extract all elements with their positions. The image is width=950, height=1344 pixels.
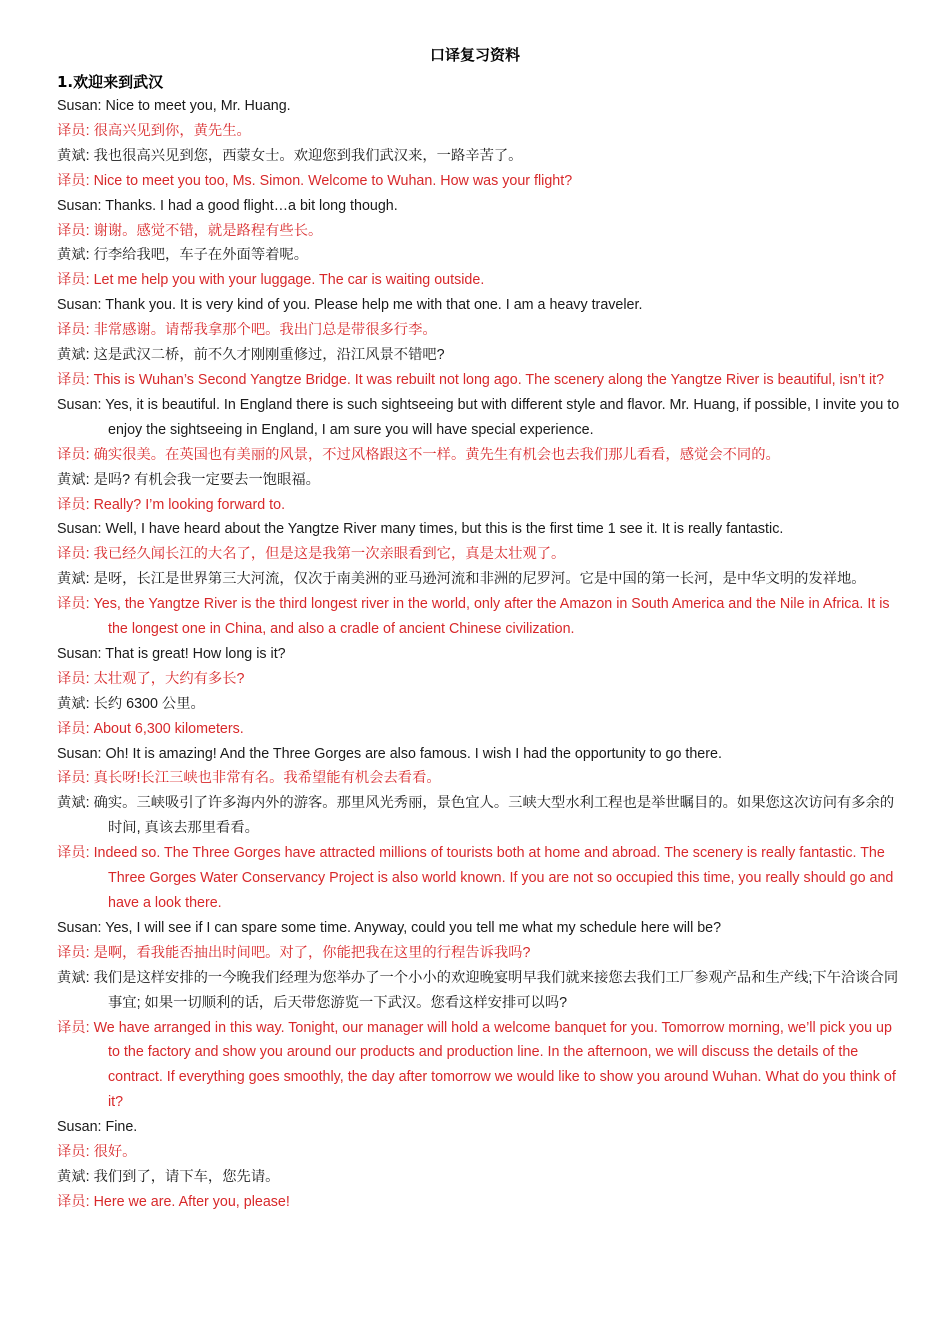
line-text: 这是武汉二桥，前不久才刚刚重修过，沿江风景不错吧? bbox=[93, 347, 445, 364]
speaker-label: 黄斌: bbox=[57, 795, 90, 812]
line-text: That is great! How long is it? bbox=[105, 645, 286, 662]
dialogue-list bbox=[57, 94, 907, 1215]
line-text: 是吗? 有机会我一定要去一饱眼福。 bbox=[93, 471, 320, 488]
speaker-label: Susan: bbox=[57, 521, 102, 538]
line-text: 太壮观了，大约有多长? bbox=[93, 670, 245, 687]
speaker-label: 译员: bbox=[57, 1019, 90, 1036]
dialogue-line bbox=[57, 916, 907, 941]
line-text: 是啊，看我能否抽出时间吧。对了，你能把我在这里的行程告诉我吗? bbox=[93, 944, 531, 961]
dialogue-line bbox=[57, 791, 907, 841]
dialogue-line bbox=[57, 966, 907, 1016]
dialogue-line bbox=[57, 1115, 907, 1140]
dialogue-line bbox=[57, 219, 907, 244]
line-text: Yes, I will see if I can spare some time. Anyway, could you tell me what my schedule here will be? bbox=[105, 919, 722, 936]
dialogue-line bbox=[57, 766, 907, 791]
dialogue-line bbox=[57, 194, 907, 219]
line-text: 长约 6300 公里。 bbox=[93, 695, 205, 712]
line-text: Nice to meet you, Mr. Huang. bbox=[105, 98, 291, 114]
dialogue-line bbox=[57, 1016, 907, 1116]
line-text: About 6,300 kilometers. bbox=[93, 720, 244, 737]
line-text: Nice to meet you too, Ms. Simon. Welcome to Wuhan. How was your flight? bbox=[93, 172, 573, 189]
line-text: Well, I have heard about the Yangtze River many times, but this is the first time 1 see it. It is really fantastic. bbox=[105, 521, 784, 538]
dialogue-line bbox=[57, 94, 907, 119]
speaker-label: 黄斌: bbox=[57, 347, 90, 364]
line-text: 是呀，长江是世界第三大河流，仅次于南美洲的亚马逊河流和非洲的尼罗河。它是中国的第一长河，是中华文明的发祥地。 bbox=[93, 571, 866, 588]
line-text: 真长呀!长江三峡也非常有名。我希望能有机会去看看。 bbox=[93, 770, 441, 787]
speaker-label: Susan: bbox=[57, 197, 102, 214]
speaker-label: 译员: bbox=[57, 670, 90, 687]
line-text: Here we are. After you, please! bbox=[93, 1193, 290, 1210]
speaker-label: 黄斌: bbox=[57, 695, 90, 712]
speaker-label: 黄斌: bbox=[57, 147, 90, 164]
speaker-label: 译员: bbox=[57, 446, 90, 463]
speaker-label: 译员: bbox=[57, 720, 90, 737]
dialogue-line bbox=[57, 443, 907, 468]
dialogue-line bbox=[57, 144, 907, 169]
speaker-label: 译员: bbox=[57, 596, 90, 613]
line-text: 非常感谢。请帮我拿那个吧。我出门总是带很多行李。 bbox=[93, 322, 437, 339]
line-text: 行李给我吧，车子在外面等着呢。 bbox=[93, 247, 309, 264]
dialogue-line bbox=[57, 293, 907, 318]
speaker-label: 译员: bbox=[57, 546, 90, 563]
line-text: Thanks. I had a good flight…a bit long though. bbox=[105, 197, 398, 214]
speaker-label: 译员: bbox=[57, 1144, 90, 1161]
line-text: Really? I’m looking forward to. bbox=[93, 496, 286, 513]
dialogue-line bbox=[57, 542, 907, 567]
speaker-label: 译员: bbox=[57, 770, 90, 787]
dialogue-line bbox=[57, 1165, 907, 1190]
speaker-label: 译员: bbox=[57, 371, 90, 388]
speaker-label: 译员: bbox=[57, 172, 90, 189]
speaker-label: Susan: bbox=[57, 919, 102, 936]
section-heading: 1.欢迎来到武汉 bbox=[57, 73, 164, 91]
dialogue-line bbox=[57, 841, 907, 916]
line-text: Fine. bbox=[105, 1119, 138, 1136]
dialogue-line bbox=[57, 941, 907, 966]
line-text: This is Wuhan’s Second Yangtze Bridge. It was rebuilt not long ago. The scenery along the Yangtze River is beautiful, isn’t it? bbox=[93, 371, 885, 388]
line-text: 很高兴见到你，黄先生。 bbox=[93, 122, 251, 139]
speaker-label: 黄斌: bbox=[57, 247, 90, 264]
line-text: Yes, it is beautiful. In England there is such sightseeing but with different style and flavor. Mr. Huang, if possible, I invite you to enjoy the sightseeing in England, I am sure you will have special experience. bbox=[105, 396, 900, 438]
page-title: 口译复习资料 bbox=[429, 46, 520, 64]
line-text: Yes, the Yangtze River is the third longest river in the world, only after the Amazon in South America and the Nile in Africa. It is the longest one in China, and also a cradle of ancient Chinese civilization. bbox=[93, 596, 890, 638]
speaker-label: 译员: bbox=[57, 122, 90, 139]
dialogue-line bbox=[57, 243, 907, 268]
line-text: 我已经久闻长江的大名了，但是这是我第一次亲眼看到它，真是太壮观了。 bbox=[93, 546, 566, 563]
dialogue-line bbox=[57, 742, 907, 767]
speaker-label: Susan: bbox=[57, 645, 102, 662]
line-text: Indeed so. The Three Gorges have attracted millions of tourists both at home and abroad. The scenery is really fantastic. The Three Gorges Water Conservancy Project is also world known. If you are not so occupied this time, you really should go and have a look there. bbox=[93, 845, 894, 911]
line-text: 我也很高兴见到您，西蒙女士。欢迎您到我们武汉来，一路辛苦了。 bbox=[93, 147, 523, 164]
line-text: 确实。三峡吸引了许多海内外的游客。那里风光秀丽，景色宜人。三峡大型水利工程也是举世瞩目的。如果您这次访问有多余的时间, 真该去那里看看。 bbox=[93, 795, 895, 837]
speaker-label: 黄斌: bbox=[57, 1168, 90, 1185]
dialogue-line bbox=[57, 642, 907, 667]
line-text: 我们到了，请下车，您先请。 bbox=[93, 1168, 280, 1185]
speaker-label: 译员: bbox=[57, 272, 90, 289]
line-text: 我们是这样安排的一今晚我们经理为您举办了一个小小的欢迎晚宴明早我们就来接您去我们工厂参观产品和生产线;下午洽谈合同事宜; 如果一切顺利的话，后天带您游览一下武汉。您看这样安排可以吗? bbox=[93, 969, 899, 1011]
speaker-label: 译员: bbox=[57, 1193, 90, 1210]
line-text: Thank you. It is very kind of you. Please help me with that one. I am a heavy traveler. bbox=[105, 297, 643, 314]
line-text: 很好。 bbox=[93, 1144, 137, 1161]
dialogue-line bbox=[57, 717, 907, 742]
speaker-label: Susan: bbox=[57, 396, 102, 413]
line-text: Let me help you with your luggage. The car is waiting outside. bbox=[93, 272, 485, 289]
speaker-label: 译员: bbox=[57, 222, 90, 239]
dialogue-line bbox=[57, 493, 907, 518]
dialogue-line bbox=[57, 268, 907, 293]
dialogue-line bbox=[57, 468, 907, 493]
line-text: 谢谢。感觉不错，就是路程有些长。 bbox=[93, 222, 323, 239]
dialogue-line bbox=[57, 592, 907, 642]
dialogue-line bbox=[57, 393, 907, 443]
line-text: We have arranged in this way. Tonight, our manager will hold a welcome banquet for you. Tomorrow morning, we’ll pick you up to the factory and show you around our products and production line. In the afternoon, we will discuss the details of the contract. If everything goes smoothly, the day after tomorrow we would like to show you around Wuhan. What do you think of it? bbox=[93, 1019, 896, 1111]
dialogue-line bbox=[57, 692, 907, 717]
speaker-label: Susan: bbox=[57, 297, 102, 314]
dialogue-line bbox=[57, 1140, 907, 1165]
speaker-label: Susan: bbox=[57, 98, 102, 114]
speaker-label: Susan: bbox=[57, 1119, 102, 1136]
dialogue-line bbox=[57, 169, 907, 194]
dialogue-line bbox=[57, 567, 907, 592]
line-text: 确实很美。在英国也有美丽的风景，不过风格跟这不一样。黄先生有机会也去我们那儿看看，感觉会不同的。 bbox=[93, 446, 780, 463]
line-text: Oh! It is amazing! And the Three Gorges are also famous. I wish I had the opportunity to go there. bbox=[105, 745, 722, 762]
dialogue-line bbox=[57, 343, 907, 368]
speaker-label: 黄斌: bbox=[57, 471, 90, 488]
dialogue-line bbox=[57, 119, 907, 144]
dialogue-line bbox=[57, 1190, 907, 1215]
speaker-label: 黄斌: bbox=[57, 969, 90, 986]
speaker-label: 译员: bbox=[57, 944, 90, 961]
speaker-label: 黄斌: bbox=[57, 571, 90, 588]
speaker-label: 译员: bbox=[57, 496, 90, 513]
speaker-label: 译员: bbox=[57, 845, 90, 862]
dialogue-line bbox=[57, 318, 907, 343]
dialogue-line bbox=[57, 517, 907, 542]
speaker-label: Susan: bbox=[57, 745, 102, 762]
speaker-label: 译员: bbox=[57, 322, 90, 339]
dialogue-line bbox=[57, 368, 907, 393]
dialogue-line bbox=[57, 667, 907, 692]
